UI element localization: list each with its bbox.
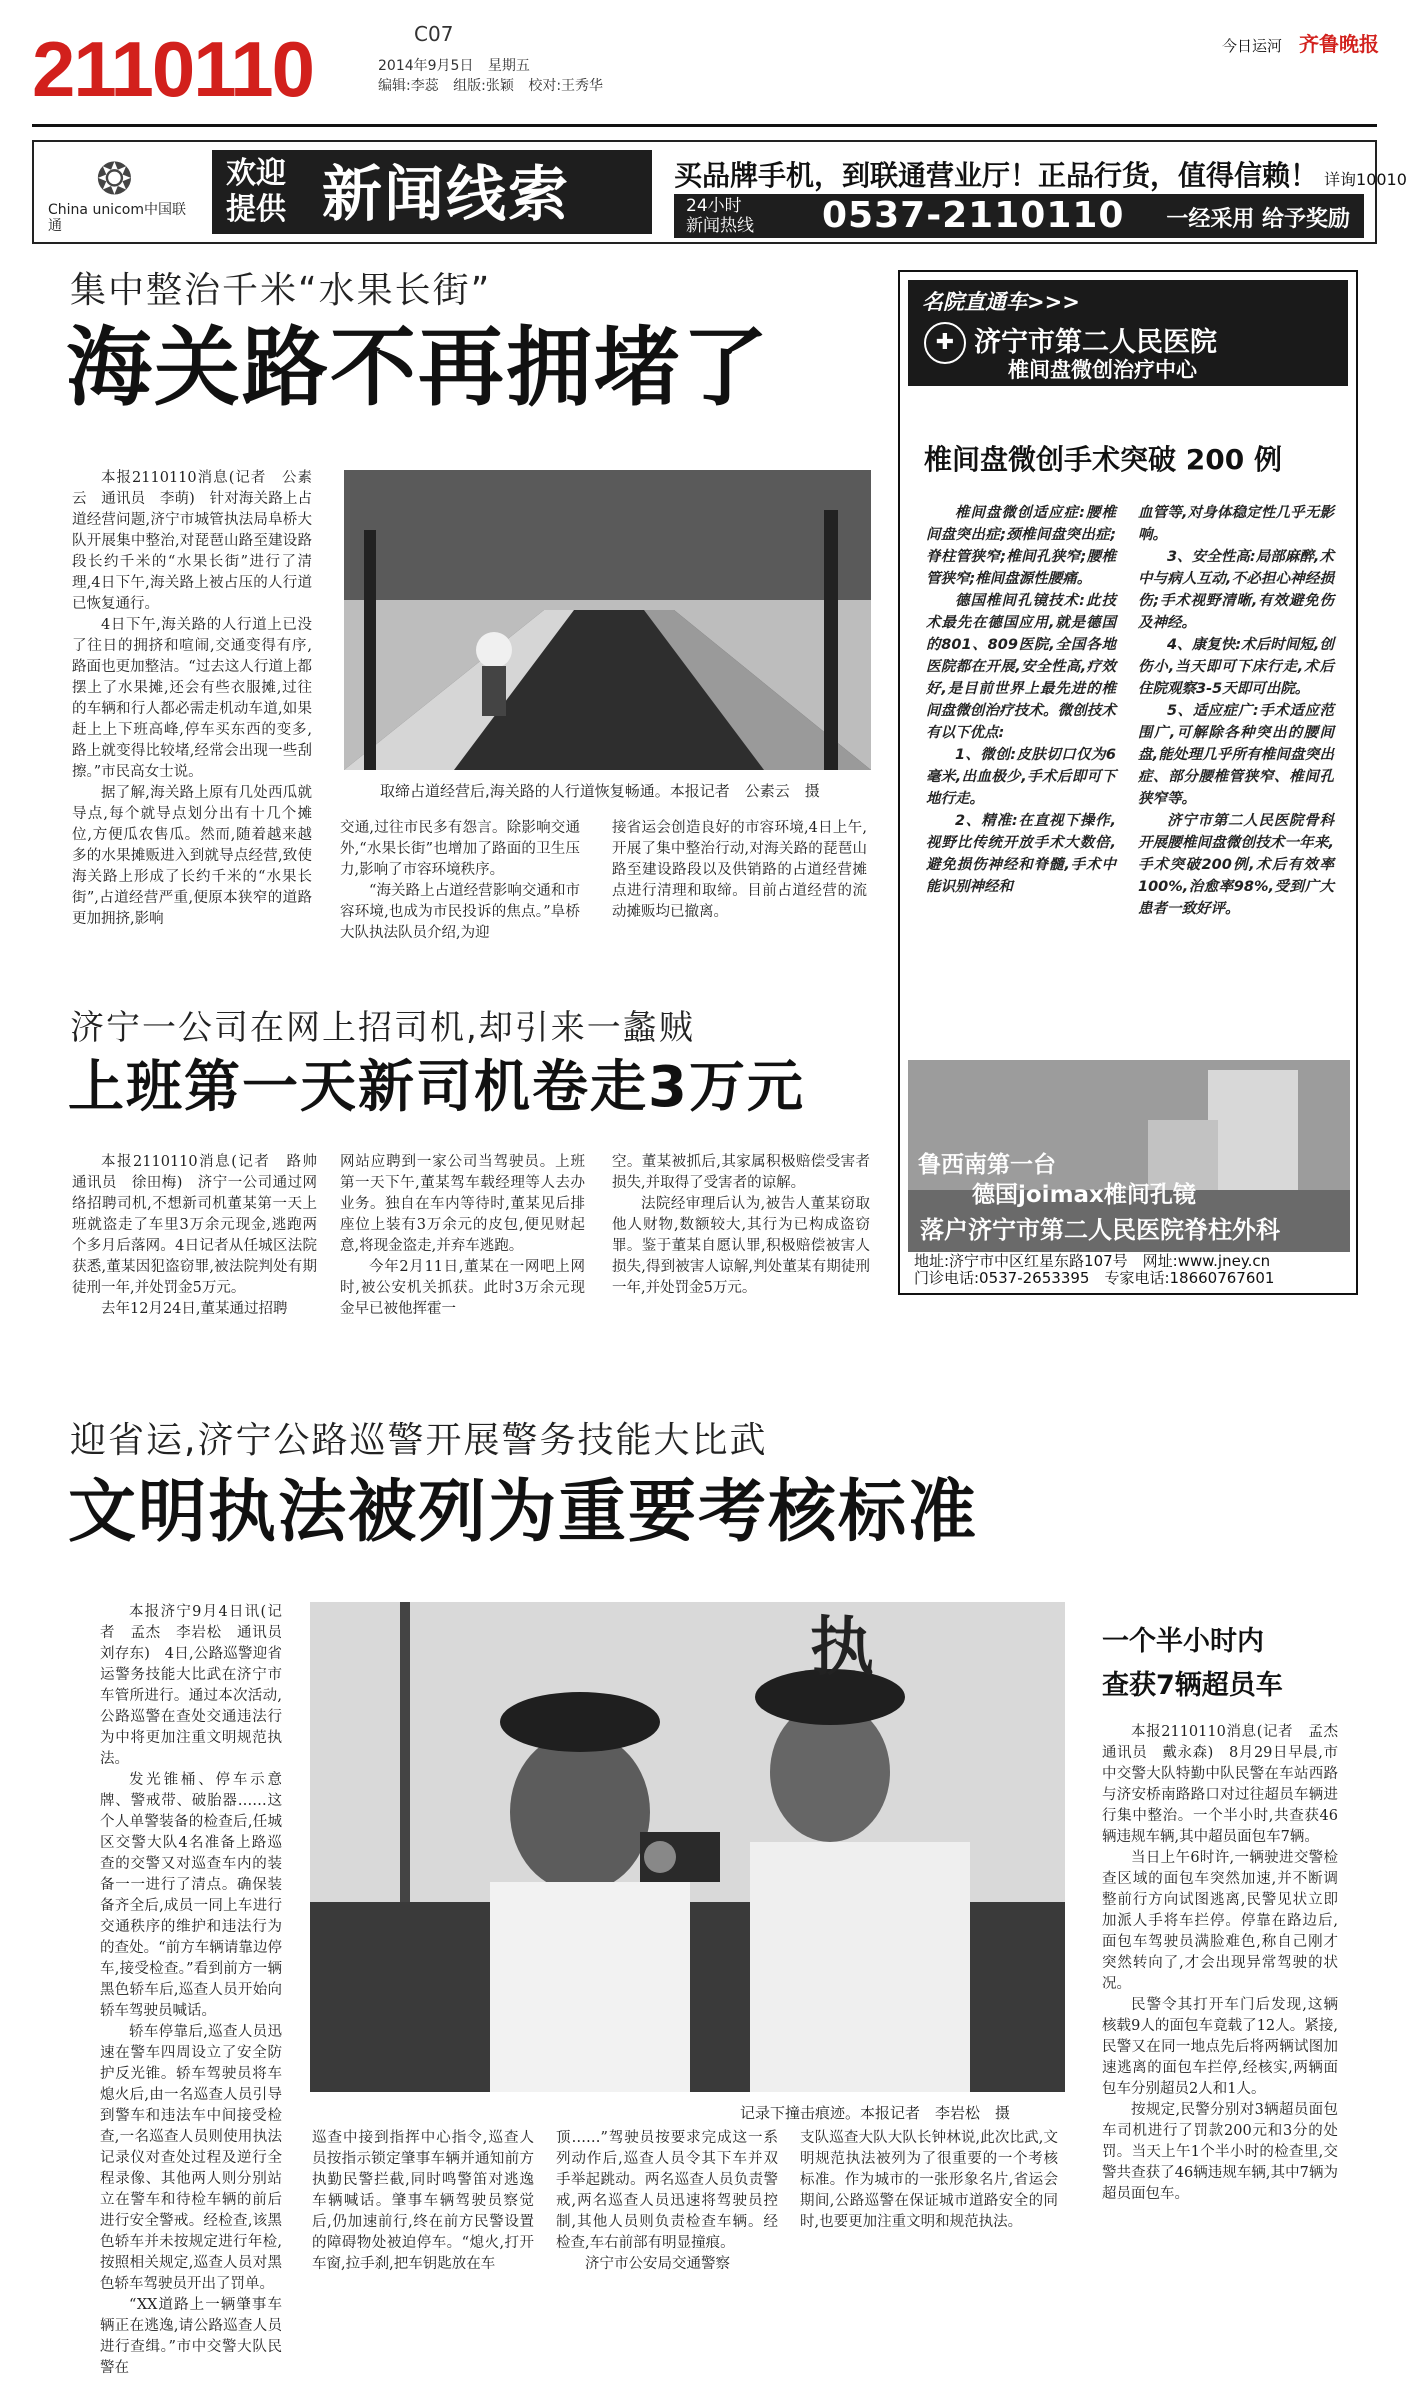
hospital-slogan-1: 鲁西南第一台 — [918, 1152, 1056, 1178]
story1-col1-para: 4日下午,海关路的人行道上已没了往日的拥挤和喧闹,交通变得有序,路面也更加整洁。“过去这人行道上都摆上了水果摊,还会有些衣服摊,过往的车辆和行人都必需走机动车道,如果赶上上下班高峰,停车买东西的变多,路上就变得比较堵,经常会出现一些刮擦。”市民高女士说。 — [72, 617, 312, 780]
hospital-col1-para: 1、微创:皮肤切口仅为6毫米,出血极少,手术后即可下地行走。 — [926, 747, 1116, 807]
banner-hotline-label-2: 新闻热线 — [686, 216, 754, 236]
story1-kicker: 集中整治千米“水果长街” — [70, 270, 492, 311]
banner-hotline-bar — [674, 194, 1364, 238]
story3-col1-para: 轿车停靠后,巡查人员迅速在警车四周设立了安全防护反光锥。轿车驾驶员将车熄火后,由一名巡查人员引导到警车和违法车中间接受检查,一名巡查人员则使用执法记录仪对查处过程及逆行全程录像、其他两人则分别站立在警车和待检车辆的前后进行安全警戒。经检查,该黑色轿车并未按规定进行年检,按照相关规定,巡查人员对黑色轿车驾驶员开出了罚单。 — [100, 2024, 282, 2292]
story1-column-1 — [72, 468, 312, 944]
story3-kicker: 迎省运,济宁公路巡警开展警务技能大比武 — [70, 1420, 768, 1461]
hospital-col2-para: 血管等,对身体稳定性几乎无影响。 — [1138, 505, 1334, 543]
story1-column-3 — [612, 818, 867, 944]
page-meta — [378, 56, 613, 96]
story3-col2-para: 巡查中接到指挥中心指令,巡查人员按指示锁定肇事车辆并通知前方执勤民警拦截,同时鸣警笛对逃逸车辆喊话。肇事车辆驾驶员察觉后,仍加速前行,终在前方民警设置的障碍物处被迫停车。“熄火,打开车窗,拉手刹,把车钥匙放在车 — [312, 2130, 534, 2272]
banner-hotline-label-1: 24小时 — [686, 196, 742, 216]
banner-promo-small: 详询10010 — [1324, 170, 1407, 189]
proof-credit: 校对:王秀华 — [528, 78, 604, 94]
hotline-masthead-number: 2110110 — [32, 25, 314, 113]
sidebar-para: 按规定,民警分别对3辆超员面包车司机进行了罚款200元和3分的处罚。当天上午1个半小时的检查里,交警共查获了46辆违规车辆,其中7辆为超员面包车。 — [1102, 2102, 1338, 2202]
paper-name: 齐鲁晚报 — [1299, 32, 1379, 56]
story1-col1-para: 本报2110110消息(记者 公素云 通讯员 李萌) 针对海关路上占道经营问题,济宁市城管执法局阜桥大队开展集中整治,对琵琶山路至建设路段长约千米的“水果长街”进行了清理,4日下午,海关路上被占压的人行道已恢复通行。 — [72, 470, 312, 612]
street-photo-illustration — [344, 470, 871, 770]
story2-column-2 — [340, 1152, 585, 1338]
sidebar-headline-2: 查获7辆超员车 — [1102, 1670, 1283, 1701]
story2-kicker: 济宁一公司在网上招司机,却引来一蠡贼 — [70, 1008, 695, 1048]
story1-col3-para: 接省运会创造良好的市容环境,4日上午,开展了集中整治行动,对海关路的琵琶山路至建设路段以及供销路的占道经营摊点进行清理和取缔。目前占道经营的流动摊贩均已撤离。 — [612, 820, 867, 920]
story2-col2-para: 网站应聘到一家公司当驾驶员。上班第一天下午,董某驾车载经理等人去办业务。独自在车内等待时,董某见后排座位上装有3万余元的皮包,便见财起意,将现金盗走,并弃车逃跑。 — [340, 1154, 585, 1254]
page-code: C07 — [414, 22, 454, 46]
sidebar-headline — [1102, 1620, 1283, 1708]
masthead-rule — [32, 124, 1377, 127]
hospital-emblem-icon: ✚ — [924, 322, 966, 364]
hospital-col1-para: 德国椎间孔镜技术:此技术最先在德国应用,就是德国的801、809医院,全国各地医院都在开展,安全性高,疗效好,是目前世界上最先进的椎间盘微创治疗技术。微创技术有以下优点: — [926, 593, 1116, 741]
editor-credit: 编辑:李蕊 — [378, 78, 439, 94]
hospital-col1-para: 椎间盘微创适应症:腰椎间盘突出症;颈椎间盘突出症;脊柱管狭窄;椎间孔狭窄;腰椎管狭窄;椎间盘源性腰痛。 — [926, 505, 1116, 587]
hospital-address: 地址:济宁市中区红星东路107号 网址:www.jney.cn — [914, 1252, 1271, 1270]
layout-credit: 组版:张颖 — [453, 78, 514, 94]
story3-col4-para: 支队巡查大队大队长钟林说,此次比武,文明规范执法被列为了很重要的一个考核标准。作为城市的一张形象名片,省运会期间,公路巡警在保证城市道路安全的同时,也要更加注重文明和规范执法。 — [800, 2130, 1058, 2230]
hospital-col2-para: 3、安全性高:局部麻醉,术中与病人互动,不必担心神经损伤;手术视野清晰,有效避免伤及神经。 — [1138, 549, 1334, 631]
hospital-col2-para: 济宁市第二人民医院骨科开展腰椎间盘微创技术一年来,手术突破200例,术后有效率100%,治愈率98%,受到广大患者一致好评。 — [1138, 813, 1334, 917]
story3-col1-para: “XX道路上一辆肇事车辆正在逃逸,请公路巡查人员进行查缉。”市中交警大队民警在 — [100, 2297, 282, 2376]
hospital-building-photo — [908, 1060, 1350, 1288]
story3-photo-caption: 记录下撞击痕迹。本报记者 李岩松 摄 — [740, 2104, 1011, 2122]
issue-date: 2014年9月5日 — [378, 58, 474, 74]
hospital-ad-header — [908, 280, 1348, 386]
hospital-slogan-2: 德国joimax椎间孔镜 — [972, 1182, 1196, 1208]
story1-col1-para: 据了解,海关路上原有几处西瓜就导点,每个就导点划分出有十几个摊位,方便瓜农售瓜。然而,随着越来越多的水果摊贩进入到就导点经营,致使海关路上形成了长约千米的“水果长街”,占道经营严重,便原本狭窄的道路更加拥挤,影响 — [72, 785, 312, 927]
police-photo-illustration — [310, 1602, 1065, 2092]
hospital-name: 济宁市第二人民医院 — [974, 327, 1217, 358]
hospital-ad — [898, 270, 1358, 1295]
banner-slogan: 一经采用 给予奖励 — [1166, 207, 1350, 232]
hospital-department: 椎间盘微创治疗中心 — [1008, 358, 1197, 382]
banner-hotline-label — [686, 196, 754, 236]
story3-column-3 — [556, 2128, 778, 2350]
hospital-ad-column-2 — [1138, 502, 1334, 1050]
sidebar-story-body — [1102, 1722, 1353, 2322]
hospital-col1-para: 2、精准:在直视下操作,视野比传统开放手术大数倍,避免损伤神经和脊髓,手术中能识别神经和 — [926, 813, 1116, 895]
story1-col2-para: 交通,过往市民多有怨言。除影响交通外,“水果长街”也增加了路面的卫生压力,影响了市容环境秩序。 — [340, 820, 580, 878]
story3-column-1 — [100, 1602, 297, 2376]
story3-police-photo — [310, 1602, 1065, 2092]
hospital-phones: 门诊电话:0537-2653395 专家电话:18660767601 — [914, 1269, 1275, 1287]
banner-promo-line — [674, 154, 1407, 194]
banner-welcome-2: 提供 — [226, 192, 286, 227]
banner-welcome-1: 欢迎 — [226, 156, 286, 191]
unicom-banner-ad — [32, 140, 1407, 244]
hospital-contact — [908, 1252, 1350, 1288]
story1-photo-caption: 取缔占道经营后,海关路的人行道恢复畅通。本报记者 公素云 摄 — [380, 782, 820, 800]
hospital-col2-para: 4、康复快:术后时间短,创伤小,当天即可下床行走,术后住院观察3-5天即可出院。 — [1138, 637, 1334, 697]
sidebar-para: 民警令其打开车门后发现,这辆核载9人的面包车竟载了12人。紧接,民警又在同一地点先后将两辆试图加速逃离的面包车拦停,经核实,两辆面包车分别超员2人和1人。 — [1102, 1997, 1338, 2097]
story3-column-2 — [312, 2128, 534, 2350]
story2-headline: 上班第一天新司机卷走3万元 — [68, 1055, 805, 1120]
unicom-logo-label: China unicom中国联通 — [48, 202, 186, 234]
story1-col2-para: “海关路上占道经营影响交通和市容环境,也成为市民投诉的焦点。”阜桥大队执法队员介绍,为迎 — [340, 883, 580, 941]
story3-photo-sign: 执 — [810, 1611, 874, 1685]
section-label: 今日运河 — [1222, 37, 1283, 55]
sidebar-para: 本报2110110消息(记者 孟杰 通讯员 戴永森) 8月29日早晨,市中交警大队特勤中队民警在车站西路与济安桥南路路口对过往超员车辆进行集中整治。一个半小时,共查获46辆违规车辆,其中超员面包车7辆。 — [1102, 1724, 1353, 1845]
paper-brand — [1222, 28, 1379, 57]
unicom-knot-icon: ❂ — [96, 154, 133, 205]
story3-col1-para: 发光锥桶、停车示意牌、警戒带、破胎器……这个人单警装备的检查后,任城区交警大队4名准备上路巡查的交警又对巡查车内的装备一一进行了清点。确保装备齐全后,成员一同上车进行交通秩序的维护和违法行为的查处。“前方车辆请靠边停车,接受检查。”看到前方一辆黑色轿车后,巡查人员开始向轿车驾驶员喊话。 — [100, 1772, 282, 2019]
story1-street-photo — [344, 470, 871, 770]
story1-headline: 海关路不再拥堵了 — [66, 318, 770, 418]
story1-column-2 — [340, 818, 580, 944]
banner-big-title: 新闻线索 — [322, 160, 570, 230]
story3-col1-para: 本报济宁9月4日讯(记者 孟杰 李岩松 通讯员 刘存东) 4日,公路巡警迎省运警务技能大比武在济宁市车管所进行。通过本次活动,公路巡警在查处交通违法行为中将更加注重文明规范执法。 — [100, 1604, 297, 1767]
story3-column-4 — [800, 2128, 1058, 2350]
story2-col1-para: 本报2110110消息(记者 路帅 通讯员 徐田梅) 济宁一公司通过网络招聘司机,不想新司机董某第一天上班就盗走了车里3万余元现金,逃跑两个多月后落网。4日记者从任城区法院获悉,董某因犯盗窃罪,被法院判处有期徒刑一年,并处罚金5万元。 — [72, 1154, 332, 1296]
hospital-ad-column-1 — [926, 502, 1116, 1050]
banner-welcome-block — [212, 150, 652, 234]
banner-hotline-number: 0537-2110110 — [822, 195, 1125, 236]
issue-weekday: 星期五 — [487, 58, 530, 74]
hospital-ad-title: 椎间盘微创手术突破 200 例 — [924, 443, 1282, 476]
story2-col2-para: 今年2月11日,董某在一网吧上网时,被公安机关抓获。此时3万余元现金早已被他挥霍一 — [340, 1259, 585, 1317]
story3-col3-para: 济宁市公安局交通警察 — [585, 2256, 730, 2272]
hospital-direct-label: 名院直通车>>> — [922, 290, 1080, 314]
unicom-logo — [48, 154, 198, 234]
story2-column-3 — [612, 1152, 870, 1338]
story3-col3-para: 顶……”驾驶员按要求完成这一系列动作后,巡查人员令其下车并双手举起跳动。两名巡查人员负责警戒,两名巡查人员迅速将驾驶员控制,其他人员则负责检查车辆。经检查,车右前部有明显撞痕。 — [556, 2130, 778, 2251]
hospital-slogan-3: 落户济宁市第二人民医院脊柱外科 — [920, 1216, 1280, 1244]
story2-col3-para: 法院经审理后认为,被告人董某窃取他人财物,数额较大,其行为已构成盗窃罪。鉴于董某自愿认罪,积极赔偿被害人损失,得到被害人谅解,判处董某有期徒刑一年,并处罚金5万元。 — [612, 1196, 870, 1296]
story2-column-1 — [72, 1152, 332, 1338]
story3-headline: 文明执法被列为重要考核标准 — [68, 1473, 979, 1552]
sidebar-headline-1: 一个半小时内 — [1102, 1626, 1264, 1657]
sidebar-para: 当日上午6时许,一辆驶进交警检查区域的面包车突然加速,并不断调整前行方向试图逃离,民警见状立即加派人手将车拦停。停靠在路边后,面包车驾驶员满脸难色,称自己刚才突然转向了,才会出现异常驾驶的状况。 — [1102, 1850, 1338, 1992]
hospital-col2-para: 5、适应症广:手术适应范围广,可解除各种突出的腰间盘,能处理几乎所有椎间盘突出症、部分腰椎管狭窄、椎间孔狭窄等。 — [1138, 703, 1334, 807]
story2-col1-para: 去年12月24日,董某通过招聘 — [101, 1301, 288, 1317]
banner-promo-text: 买品牌手机，到联通营业厅！正品行货，值得信赖！ — [674, 159, 1319, 192]
story2-col3-para: 空。董某被抓后,其家属积极赔偿受害者损失,并取得了受害者的谅解。 — [612, 1154, 870, 1191]
